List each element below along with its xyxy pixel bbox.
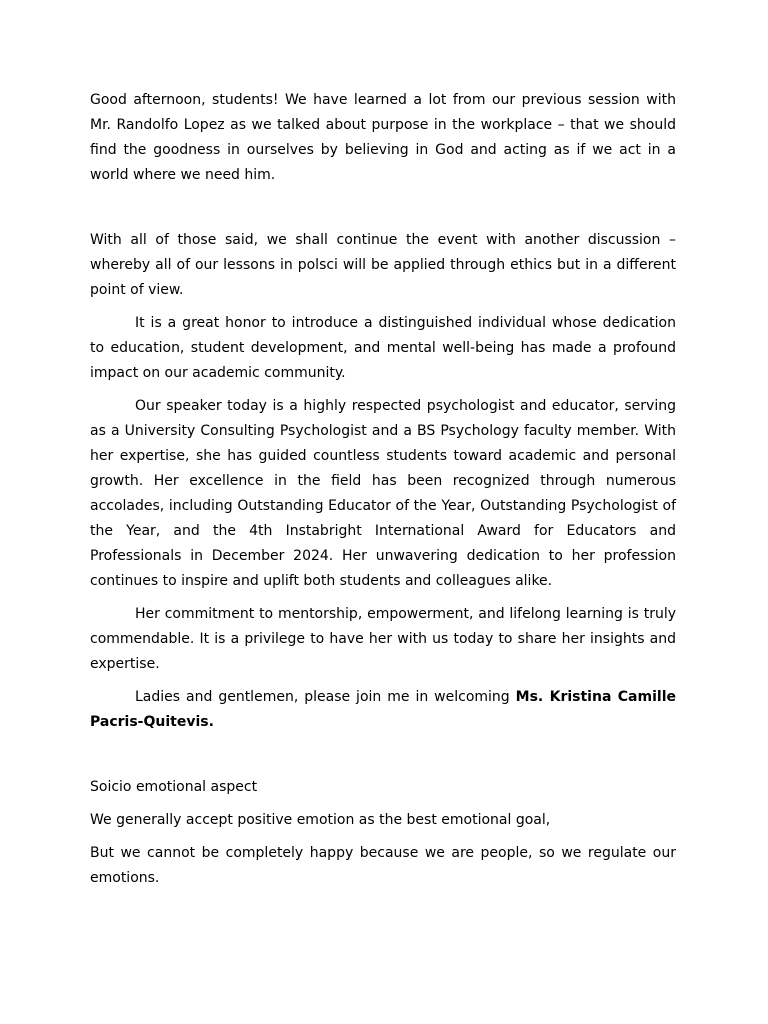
paragraph-speaker-bio: Our speaker today is a highly respected psychologist and educator, serving as a University Consulting Psychologist and a BS Psychology faculty member. With her expertise, she has guided countless students toward academic and personal growth. Her excellence in the field has been recognized through numerous accolades, including Outstanding Educator of the Year, Outstanding Psychologist of the Year, and the 4th Instabright International Award for Educators and Professionals in December 2024. Her unwavering dedication to her profession continues to inspire and uplift both students and colleagues alike. (90, 398, 676, 589)
welcome-intro-text: Ladies and gentlemen, please join me in welcoming (135, 689, 516, 705)
paragraph-emotion-goal: We generally accept positive emotion as the best emotional goal, (90, 812, 551, 828)
paragraph-honor: It is a great honor to introduce a distinguished individual whose dedication to education, student development, and mental well-being has made a profound impact on our academic community. (90, 315, 676, 381)
paragraph-transition: With all of those said, we shall continue the event with another discussion – whereby all of our lessons in polsci will be applied through ethics but in a different point of view. (90, 232, 676, 298)
speaker-name: Ms. Kristina Camille Pacris-Quitevis. (90, 689, 676, 730)
paragraph-welcome (90, 685, 676, 735)
document-body (90, 88, 676, 891)
paragraph-greeting: Good afternoon, students! We have learned a lot from our previous session with Mr. Randolfo Lopez as we talked about purpose in the workplace – that we should find the goodness in ourselves by believing in God and acting as if we act in a world where we need him. (90, 92, 676, 183)
section-heading: Soicio emotional aspect (90, 779, 258, 795)
paragraph-commitment: Her commitment to mentorship, empowerment, and lifelong learning is truly commendable. It is a privilege to have her with us today to share her insights and expertise. (90, 606, 676, 672)
paragraph-emotion-regulation: But we cannot be completely happy because we are people, so we regulate our emotions. (90, 845, 676, 886)
